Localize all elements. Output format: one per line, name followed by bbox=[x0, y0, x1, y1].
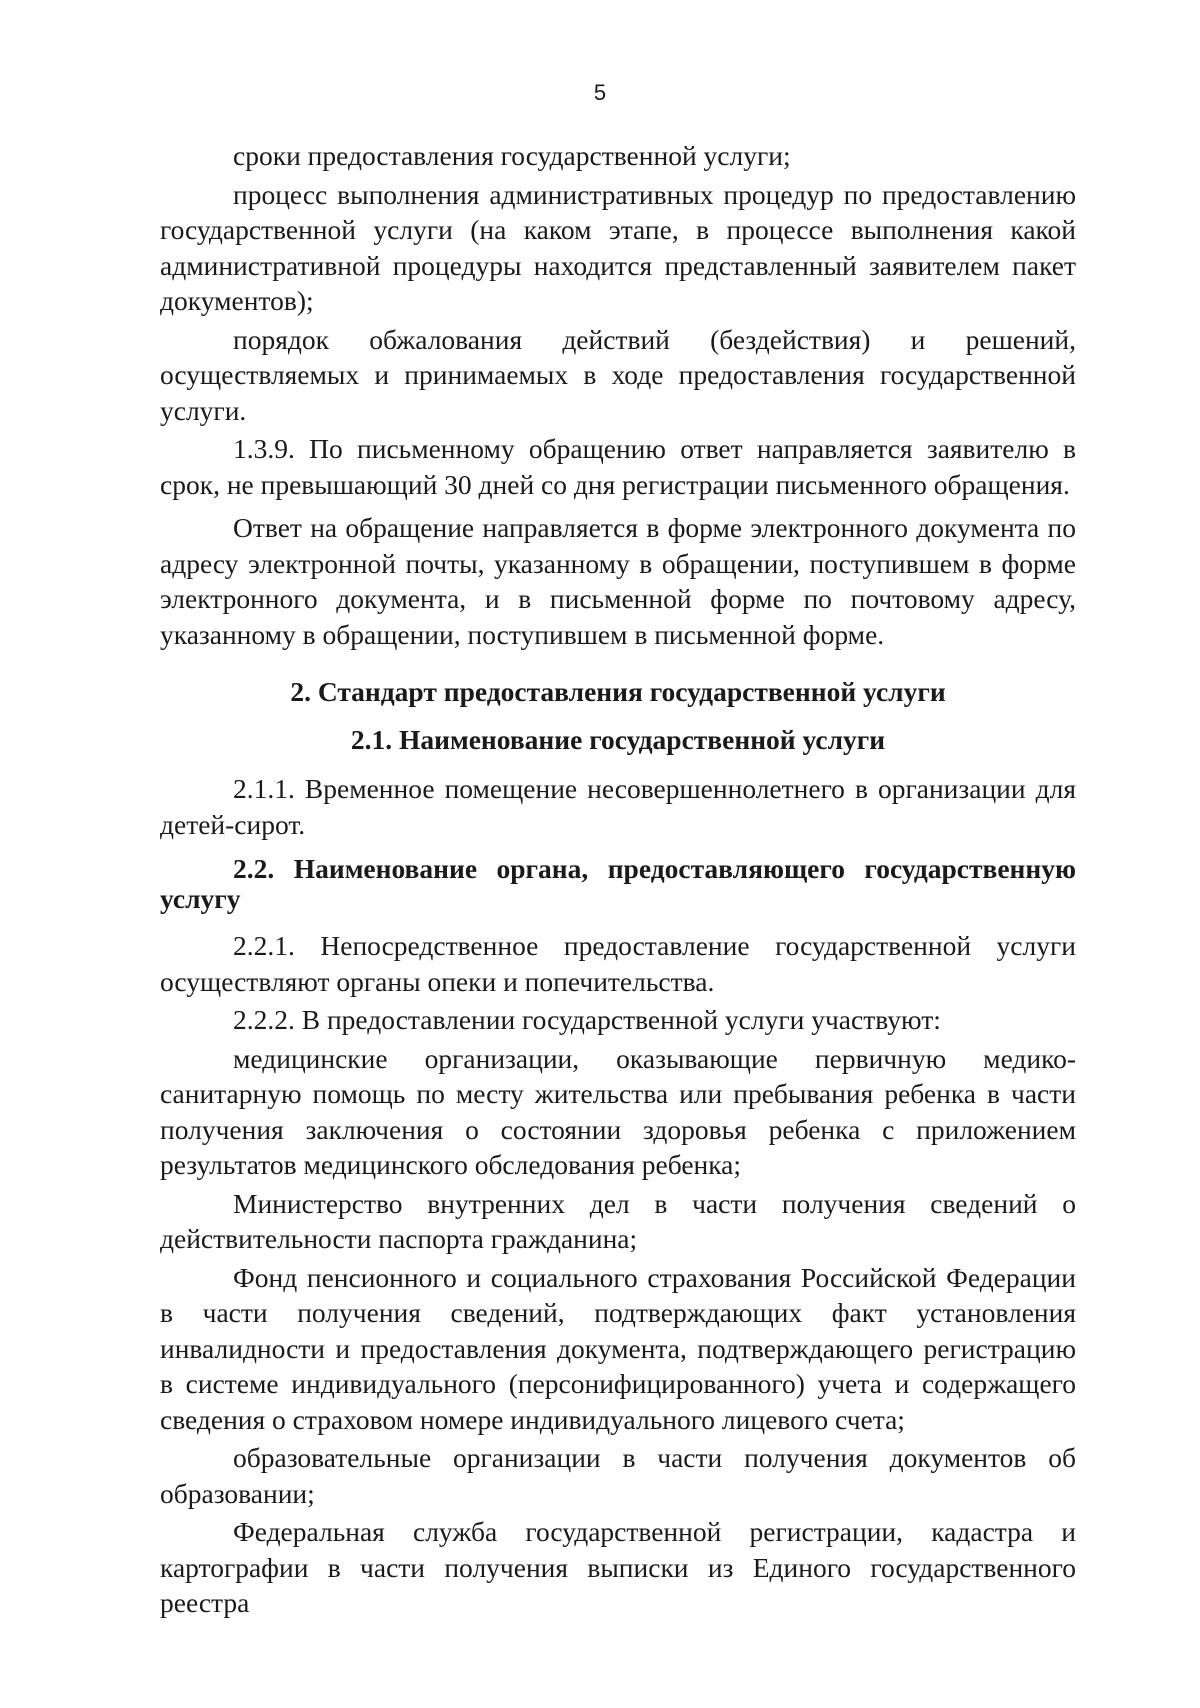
paragraph-2-2-1: 2.2.1. Непосредственное предоставление государственной услуги осуществляют органы опеки и попечительства. bbox=[160, 930, 1076, 997]
list-item-educational-organizations: образовательные организации в части получения документов об образовании; bbox=[160, 1442, 1076, 1509]
heading-section-2-1: 2.1. Наименование государственной услуги bbox=[350, 723, 886, 755]
list-item-medical-organizations: медицинские организации, оказывающие первичную медико-санитарную помощь по месту жительства или пребывания ребенка в части получения заключения о состоянии здоровья ребенка с приложением результатов медицинского обследования ребенка; bbox=[160, 1042, 1076, 1180]
paragraph-procedure-process: процесс выполнения административных процедур по предоставлению государственной услуги (на каком этапе, в процессе выполнения какой административной процедуры находится представленный заявителем пакет документов); bbox=[160, 178, 1076, 316]
page-number: 5 bbox=[593, 80, 607, 105]
list-item-pension-fund: Фонд пенсионного и социального страхования Российской Федерации в части получения сведений, подтверждающих факт установления инвалидности и предоставления документа, подтверждающего регистрацию в системе индивидуального (персонифицированного) учета и содержащего сведения о страховом номере индивидуального лицевого счета; bbox=[160, 1261, 1076, 1435]
heading-section-2-2: 2.2. Наименование органа, предоставляющего государственную услугу bbox=[160, 853, 1076, 914]
document-body bbox=[160, 138, 1076, 1621]
heading-section-2: 2. Стандарт предоставления государственной услуги bbox=[290, 676, 946, 707]
paragraph-appeal-procedure: порядок обжалования действий (бездействия) и решений, осуществляемых и принимаемых в ходе предоставления государственной услуги. bbox=[160, 323, 1076, 426]
paragraph-2-2-2: 2.2.2. В предоставлении государственной услуги участвуют: bbox=[233, 1004, 941, 1035]
paragraph-1-3-9: 1.3.9. По письменному обращению ответ направляется заявителю в срок, не превышающий 30 дней со дня регистрации письменного обращения. bbox=[160, 433, 1076, 500]
list-item-interior-ministry: Министерство внутренних дел в части получения сведений о действительности паспорта гражданина; bbox=[160, 1187, 1076, 1254]
paragraph-response-form: Ответ на обращение направляется в форме электронного документа по адресу электронной почты, указанному в обращении, поступившем в форме электронного документа, и в письменной форме по почтовому адресу, указанному в обращении, поступившем в письменной форме. bbox=[160, 512, 1076, 650]
paragraph-2-1-1: 2.1.1. Временное помещение несовершеннолетнего в организации для детей-сирот. bbox=[160, 773, 1076, 840]
paragraph-service-terms: сроки предоставления государственной услуги; bbox=[233, 140, 791, 171]
list-item-rosreestr: Федеральная служба государственной регистрации, кадастра и картографии в части получения выписки из Единого государственного реестра bbox=[160, 1516, 1076, 1618]
